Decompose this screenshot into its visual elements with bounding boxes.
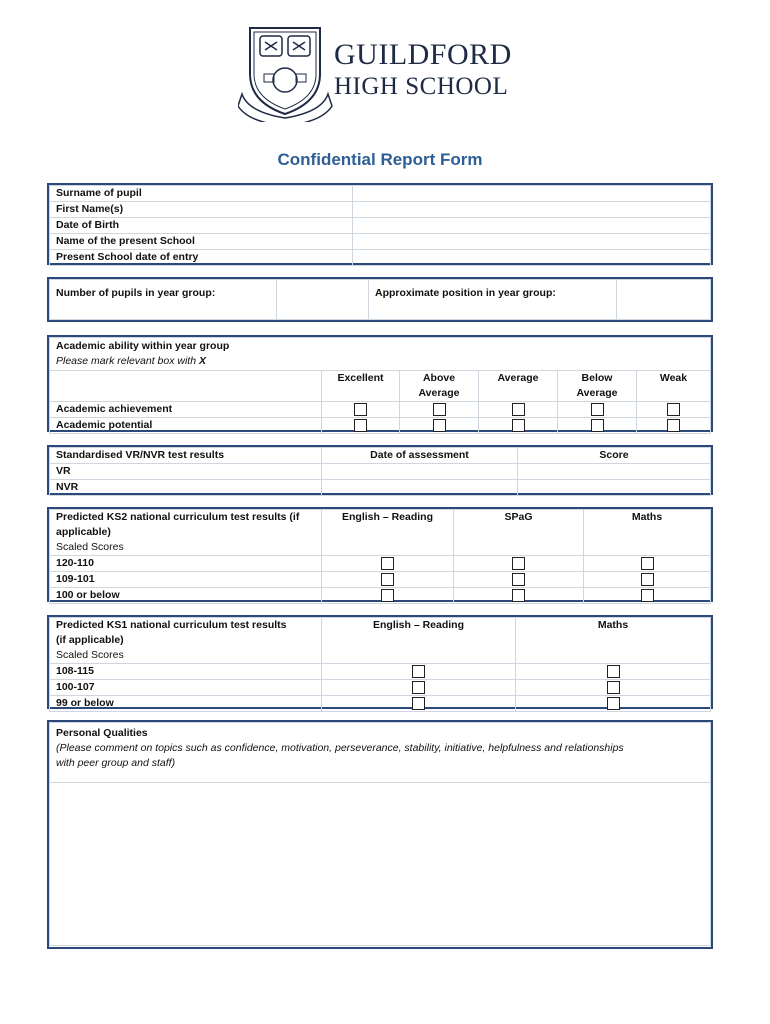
dob-label: Date of Birth <box>50 218 353 234</box>
ks1-col-english: English – Reading <box>322 618 516 664</box>
checkbox[interactable] <box>412 697 425 710</box>
checkbox[interactable] <box>607 665 620 678</box>
vr-nvr-heading: Standardised VR/NVR test results <box>50 448 322 464</box>
checkbox[interactable] <box>412 681 425 694</box>
checkbox[interactable] <box>433 419 446 432</box>
school-name-line2: HIGH SCHOOL <box>334 73 509 100</box>
nvr-label: NVR <box>50 480 322 496</box>
school-crest-icon <box>238 22 338 122</box>
checkbox[interactable] <box>354 403 367 416</box>
checkbox[interactable] <box>512 403 525 416</box>
checkbox[interactable] <box>667 419 680 432</box>
first-name-label: First Name(s) <box>50 202 353 218</box>
score-label: Score <box>518 448 711 464</box>
checkbox[interactable] <box>641 573 654 586</box>
ks1-section <box>47 615 713 709</box>
vr-nvr-section <box>47 445 713 495</box>
form-title: Confidential Report Form <box>277 150 483 169</box>
dob-field[interactable] <box>353 218 711 234</box>
ks1-row-label: 108-115 <box>50 664 322 680</box>
checkbox[interactable] <box>607 681 620 694</box>
nvr-date-field[interactable] <box>322 480 518 496</box>
ks2-row-label: 120-110 <box>50 556 322 572</box>
position-in-year-label: Approximate position in year group: <box>369 280 617 320</box>
academic-achievement-label: Academic achievement <box>50 402 322 418</box>
academic-potential-label: Academic potential <box>50 418 322 434</box>
ks2-col-spag: SPaG <box>454 510 584 556</box>
academic-ability-heading: Academic ability within year group <box>56 340 230 352</box>
year-group-section <box>47 277 713 322</box>
checkbox[interactable] <box>381 557 394 570</box>
ks2-col-english: English – Reading <box>322 510 454 556</box>
ks1-heading-line2: (if applicable) <box>56 634 124 646</box>
vr-date-field[interactable] <box>322 464 518 480</box>
col-average: Average <box>479 371 558 402</box>
ks1-scaled-scores: Scaled Scores <box>56 649 124 661</box>
checkbox[interactable] <box>641 557 654 570</box>
surname-label: Surname of pupil <box>50 186 353 202</box>
present-school-label: Name of the present School <box>50 234 353 250</box>
checkbox[interactable] <box>512 419 525 432</box>
surname-field[interactable] <box>353 186 711 202</box>
checkbox[interactable] <box>381 589 394 602</box>
nvr-score-field[interactable] <box>518 480 711 496</box>
ks2-row-label: 100 or below <box>50 588 322 604</box>
personal-qualities-note-line2: with peer group and staff) <box>56 757 176 769</box>
ks2-row-label: 109-101 <box>50 572 322 588</box>
checkbox[interactable] <box>354 419 367 432</box>
position-in-year-field[interactable] <box>617 280 711 320</box>
checkbox[interactable] <box>591 403 604 416</box>
col-weak: Weak <box>637 371 711 402</box>
checkbox[interactable] <box>412 665 425 678</box>
academic-ability-instruction: Please mark relevant box with X <box>56 355 206 367</box>
school-name <box>334 40 512 99</box>
ks2-section <box>47 507 713 602</box>
personal-qualities-heading: Personal Qualities <box>56 727 148 739</box>
checkbox[interactable] <box>607 697 620 710</box>
ks2-scaled-scores: Scaled Scores <box>56 541 124 553</box>
checkbox[interactable] <box>641 589 654 602</box>
ks1-row-label: 99 or below <box>50 696 322 712</box>
personal-qualities-note-line1: (Please comment on topics such as confidence, motivation, perseverance, stability, initiative, helpfulness and relationships <box>56 742 624 754</box>
present-school-field[interactable] <box>353 234 711 250</box>
checkbox[interactable] <box>591 419 604 432</box>
school-name-line1: GUILDFORD <box>334 38 512 71</box>
ks2-heading-line1: Predicted KS2 national curriculum test results (if <box>56 511 300 523</box>
checkbox[interactable] <box>512 589 525 602</box>
personal-qualities-section <box>47 720 713 949</box>
personal-qualities-field[interactable] <box>50 783 711 946</box>
ks1-col-maths: Maths <box>516 618 711 664</box>
entry-date-field[interactable] <box>353 250 711 266</box>
checkbox[interactable] <box>512 557 525 570</box>
date-of-assessment-label: Date of assessment <box>322 448 518 464</box>
pupil-details-section <box>47 183 713 265</box>
checkbox[interactable] <box>433 403 446 416</box>
checkbox[interactable] <box>512 573 525 586</box>
col-below-average: Below Average <box>558 371 637 402</box>
first-name-field[interactable] <box>353 202 711 218</box>
vr-label: VR <box>50 464 322 480</box>
entry-date-label: Present School date of entry <box>50 250 353 266</box>
ks2-heading-line2: applicable) <box>56 526 111 538</box>
col-excellent: Excellent <box>322 371 400 402</box>
ks1-row-label: 100-107 <box>50 680 322 696</box>
ks1-heading-line1: Predicted KS1 national curriculum test results <box>56 619 287 631</box>
checkbox[interactable] <box>667 403 680 416</box>
ks2-col-maths: Maths <box>584 510 711 556</box>
academic-ability-section <box>47 335 713 432</box>
checkbox[interactable] <box>381 573 394 586</box>
col-above-average: Above Average <box>400 371 479 402</box>
vr-score-field[interactable] <box>518 464 711 480</box>
pupils-in-year-label: Number of pupils in year group: <box>50 280 277 320</box>
pupils-in-year-field[interactable] <box>277 280 369 320</box>
